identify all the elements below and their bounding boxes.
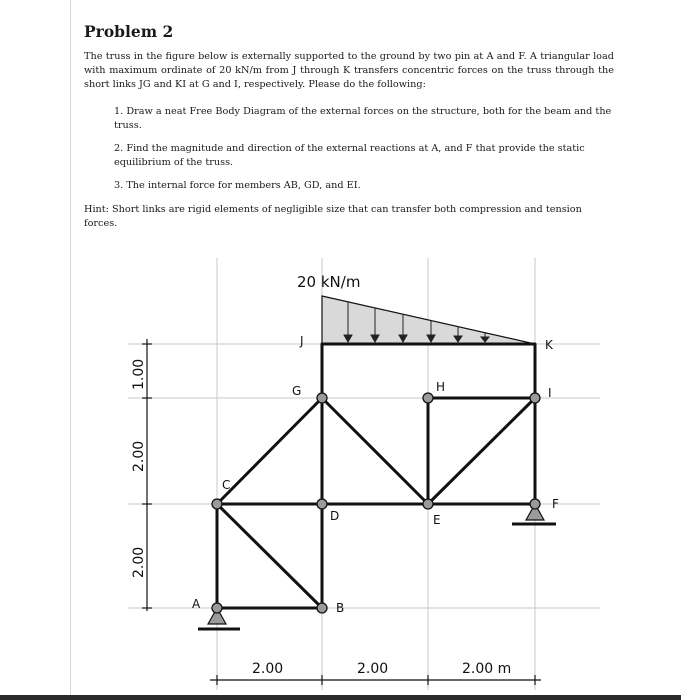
member-ei bbox=[428, 398, 535, 504]
vertical-dim-label-1: 2.00 bbox=[131, 546, 147, 578]
horizontal-dim-label-1: 2.00 bbox=[252, 661, 284, 677]
joint-h bbox=[423, 393, 433, 403]
label-d: D bbox=[330, 509, 340, 523]
task-item-3: 3. The internal force for members AB, GD, and EI. bbox=[114, 180, 361, 192]
horizontal-dimension bbox=[210, 661, 541, 685]
joint-d bbox=[317, 499, 327, 509]
label-e: E bbox=[433, 513, 441, 527]
joint-f bbox=[530, 499, 540, 509]
member-ge bbox=[322, 398, 428, 504]
label-k: K bbox=[545, 338, 553, 352]
joint-c bbox=[212, 499, 222, 509]
truss-members bbox=[217, 344, 535, 608]
label-b: B bbox=[336, 601, 345, 615]
load-label: 20 kN/m bbox=[297, 273, 361, 291]
vertical-dim-label-3: 1.00 bbox=[131, 358, 147, 390]
task-text-3: The internal force for members AB, GD, and EI. bbox=[126, 180, 361, 192]
label-h: H bbox=[436, 380, 446, 394]
label-f: F bbox=[552, 497, 559, 511]
task-text-2: Find the magnitude and direction of the external reactions at A, and F that provide the static equilibrium of the truss. bbox=[114, 143, 585, 169]
label-a: A bbox=[192, 597, 201, 611]
joint-b bbox=[317, 603, 327, 613]
horizontal-dim-label-3: 2.00 m bbox=[462, 661, 512, 677]
joint-i bbox=[530, 393, 540, 403]
task-item-1: 1. Draw a neat Free Body Diagram of the external forces on the structure, both for the beam and the truss. bbox=[114, 105, 612, 131]
problem-intro: The truss in the figure below is externally supported to the ground by two pin at A and F. A triangular load with maximum ordinate of 20 kN/m from J through K transfers concentric forces on the truss through the short links JG and KI at G and I, respectively. Please do the following: bbox=[84, 51, 614, 91]
vertical-dimension bbox=[131, 339, 152, 611]
label-i: I bbox=[548, 386, 552, 400]
member-cg bbox=[217, 398, 322, 504]
label-j: J bbox=[300, 334, 304, 348]
member-cb bbox=[217, 504, 322, 608]
task-text-1: Draw a neat Free Body Diagram of the external forces on the structure, both for the beam and the truss. bbox=[114, 105, 612, 131]
task-item-2: 2. Find the magnitude and direction of the external reactions at A, and F that provide the static equilibrium of the truss. bbox=[114, 143, 585, 169]
horizontal-dim-label-2: 2.00 bbox=[357, 661, 389, 677]
problem-title: Problem 2 bbox=[84, 22, 174, 41]
joint-e bbox=[423, 499, 433, 509]
joint-g bbox=[317, 393, 327, 403]
joint-a bbox=[212, 603, 222, 613]
vertical-dim-label-2: 2.00 bbox=[131, 440, 147, 472]
hint-text: Hint: Short links are rigid elements of negligible size that can transfer both compression and tension forces. bbox=[84, 203, 582, 229]
label-c: C bbox=[222, 478, 231, 492]
label-g: G bbox=[292, 384, 302, 398]
